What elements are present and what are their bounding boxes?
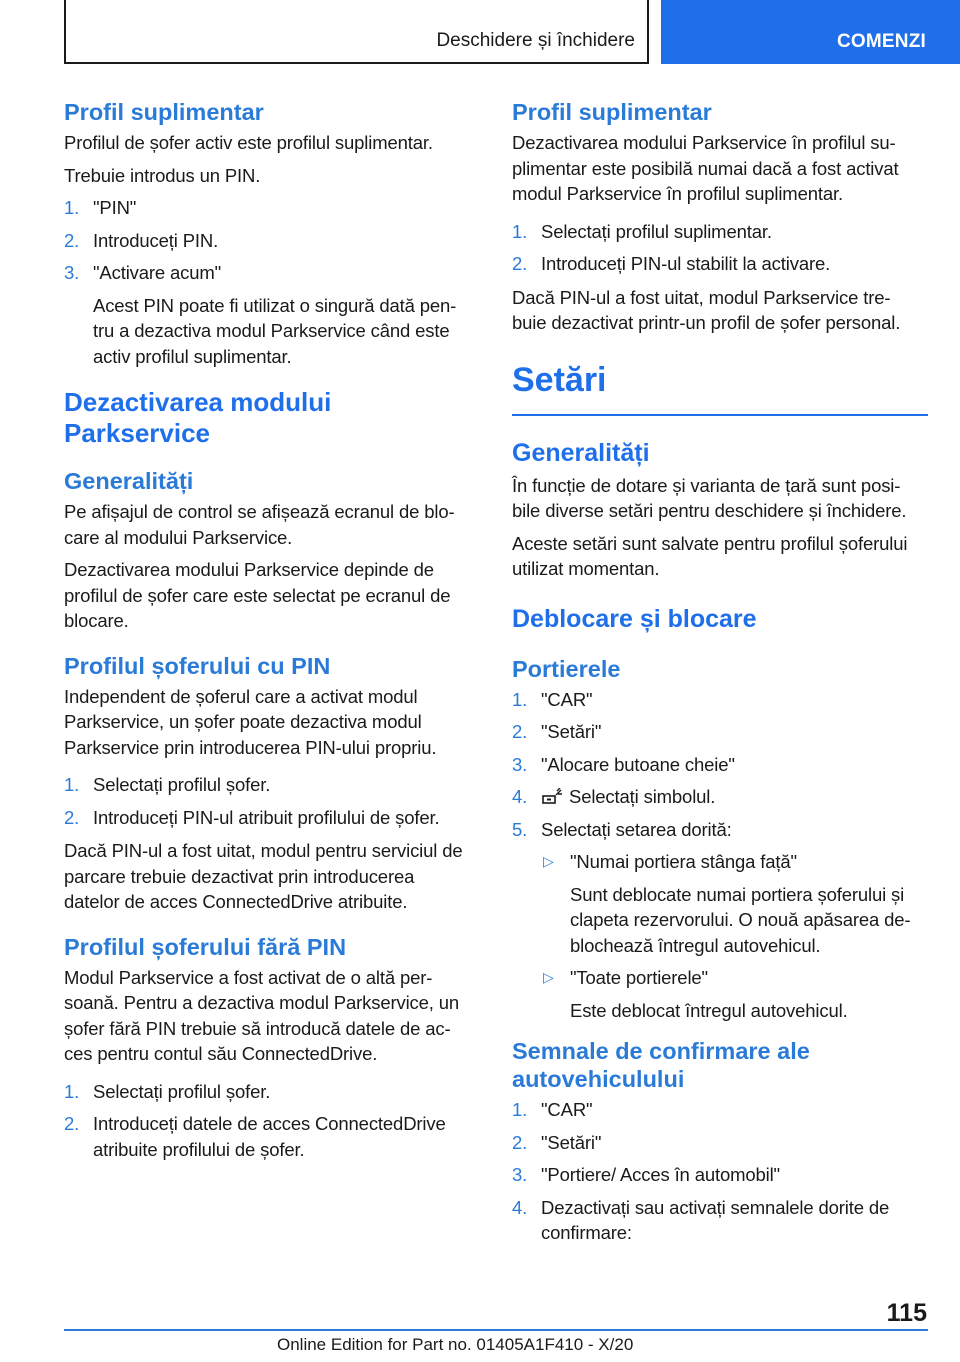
- step-number: 1.: [512, 688, 528, 710]
- step-number: 3.: [64, 262, 80, 283]
- paragraph: Aceste setări sunt salvate pentru profilul șoferului utilizat momentan.: [512, 532, 908, 579]
- heading-dezactivarea: Dezactivarea modului Parkservice: [64, 387, 332, 448]
- heading-semnale: Semnale de confirmare ale autovehiculului: [512, 1038, 810, 1092]
- heading-profil-suplimentar: Profil suplimentar: [512, 99, 712, 125]
- steps-list: [512, 1097, 928, 1246]
- step-number: 3.: [512, 753, 528, 775]
- list-item: [64, 772, 474, 798]
- list-item: [512, 1195, 928, 1246]
- chapter-label: COMENZI: [836, 31, 926, 52]
- step-number: 1.: [64, 774, 80, 795]
- heading-generalitati: Generalități: [64, 468, 194, 494]
- car-key-icon: [541, 788, 563, 806]
- step-text: Selectați setarea dorită:: [541, 818, 732, 840]
- steps-list: [64, 195, 474, 369]
- step-text: Selectați profilul șofer.: [93, 1080, 271, 1102]
- paragraph: Trebuie introdus un PIN.: [64, 164, 261, 186]
- heading-setari: Setări: [512, 360, 607, 399]
- list-item: [64, 1079, 474, 1105]
- steps-list: [512, 219, 928, 277]
- footer-divider: [64, 1329, 928, 1331]
- paragraph: Profilul de șofer activ este profilul suplimentar.: [64, 132, 433, 153]
- step-number: 1.: [64, 197, 80, 218]
- list-item: [512, 752, 928, 778]
- heading-fara-pin: Profilul șoferului fără PIN: [64, 933, 347, 960]
- step-number: 3.: [512, 1164, 528, 1185]
- step-number: 1.: [512, 220, 528, 242]
- step-text: Introduceți PIN.: [93, 229, 219, 251]
- list-item: [512, 817, 928, 1024]
- paragraph: Dacă PIN-ul a fost uitat, modul Parkservice tre- buie dezactivat printr-un profil de șofer personal.: [512, 286, 901, 333]
- step-text: "PIN": [93, 197, 137, 218]
- step-number: 2.: [64, 806, 80, 828]
- step-number: 4.: [512, 786, 528, 807]
- heading-generalitati: Generalități: [512, 438, 650, 467]
- step-text: Selectați profilul șofer.: [93, 774, 271, 795]
- paragraph: Dezactivarea modului Parkservice în profilul su- plimentar este posibilă numai dacă a fost activat modul Parkservice în profilul suplimentar.: [512, 132, 899, 204]
- heading-portierele: Portierele: [512, 655, 621, 682]
- step-subtext: Acest PIN poate fi utilizat o singură dată pen- tru a dezactiva modul Parkservice când este activ profilul suplimentar.: [93, 294, 457, 367]
- step-number: 1.: [512, 1099, 528, 1120]
- list-item: [64, 1111, 474, 1162]
- paragraph: Independent de șoferul care a activat modul Parkservice, un șofer poate dezactiva modul Parkservice prin introducerea PIN-ului propriu.: [64, 685, 437, 758]
- section-divider: [512, 414, 928, 416]
- step-text: "Setări": [541, 1131, 602, 1153]
- paragraph: Dezactivarea modului Parkservice depinde de profilul de șofer care este selectat pe ecranul de blocare.: [64, 559, 451, 631]
- option-item: [541, 965, 928, 1023]
- option-description: Sunt deblocate numai portiera șoferului și clapeta rezervorului. O nouă apăsarea de- blochează întregul autovehicul.: [570, 883, 911, 956]
- heading-cu-pin: Profilul șoferului cu PIN: [64, 652, 331, 679]
- step-number: 2.: [512, 253, 528, 274]
- paragraph: Modul Parkservice a fost activat de o altă per- soană. Pentru a dezactiva modul Parkservice, un șofer fără PIN trebuie să introducă datele de ac- ces pentru contul său ConnectedDrive.: [64, 966, 460, 1064]
- step-text: "Setări": [541, 721, 602, 742]
- page-number: 115: [886, 1299, 927, 1327]
- step-number: 4.: [512, 1196, 528, 1218]
- step-text: Selectați profilul suplimentar.: [541, 220, 772, 242]
- list-item: [64, 805, 474, 831]
- step-text: "CAR": [541, 688, 593, 710]
- steps-list: [64, 772, 474, 830]
- paragraph: În funcție de dotare și varianta de țară sunt posi- bile diverse setări pentru deschidere și închidere.: [512, 474, 907, 521]
- list-item: [64, 195, 474, 221]
- list-item: [512, 251, 928, 277]
- header-chapter-box: [661, 0, 960, 64]
- edition-text: Online Edition for Part no. 01405A1F410 - X/20: [277, 1335, 634, 1354]
- option-description: Este deblocat întregul autovehicul.: [570, 999, 848, 1021]
- steps-list: [64, 1079, 474, 1163]
- option-item: [541, 849, 928, 958]
- step-text: "Activare acum": [93, 262, 222, 283]
- list-item: [512, 719, 928, 745]
- triangle-right-icon: ▷: [543, 969, 554, 985]
- paragraph: Pe afișajul de control se afișează ecranul de blo- care al modului Parkservice.: [64, 501, 455, 548]
- step-number: 2.: [512, 1131, 528, 1153]
- heading-deblocare: Deblocare și blocare: [512, 604, 757, 633]
- list-item: [512, 1130, 928, 1156]
- list-item: [512, 1162, 928, 1188]
- steps-list: [512, 687, 928, 1024]
- step-text: Dezactivați sau activați semnalele dorite de confirmare:: [541, 1196, 890, 1243]
- list-item: [64, 260, 474, 369]
- step-text: Introduceți PIN-ul stabilit la activare.: [541, 253, 831, 274]
- list-item: [512, 1097, 928, 1123]
- section-title: Deschidere și închidere: [436, 30, 635, 51]
- list-item: [64, 228, 474, 254]
- heading-profil-suplimentar: Profil suplimentar: [64, 99, 264, 125]
- triangle-right-icon: ▷: [543, 853, 554, 869]
- right-column: [512, 98, 928, 1254]
- step-text: "CAR": [541, 1099, 593, 1120]
- options-list: [541, 849, 928, 1023]
- step-number: 2.: [64, 1113, 80, 1134]
- left-column: [64, 98, 474, 1170]
- step-text: Selectați simbolul.: [569, 786, 716, 807]
- step-number: 1.: [64, 1080, 80, 1102]
- step-number: 2.: [512, 721, 528, 742]
- step-number: 5.: [512, 818, 528, 840]
- step-text: Introduceți PIN-ul atribuit profilului de șofer.: [93, 806, 440, 828]
- list-item: [512, 687, 928, 713]
- list-item: [512, 219, 928, 245]
- header-section-box: [64, 0, 649, 64]
- step-text: "Portiere/ Acces în automobil": [541, 1164, 780, 1185]
- step-number: 2.: [64, 229, 80, 251]
- option-label: "Numai portiera stânga față": [570, 851, 797, 872]
- step-text: "Alocare butoane cheie": [541, 753, 735, 775]
- step-text: Introduceți datele de acces ConnectedDrive atribuite profilului de șofer.: [93, 1113, 446, 1160]
- paragraph: Dacă PIN-ul a fost uitat, modul pentru serviciul de parcare trebuie dezactivat prin introducerea datelor de acces ConnectedDrive atribuite.: [64, 840, 463, 912]
- list-item: [512, 784, 928, 810]
- option-label: "Toate portierele": [570, 967, 708, 988]
